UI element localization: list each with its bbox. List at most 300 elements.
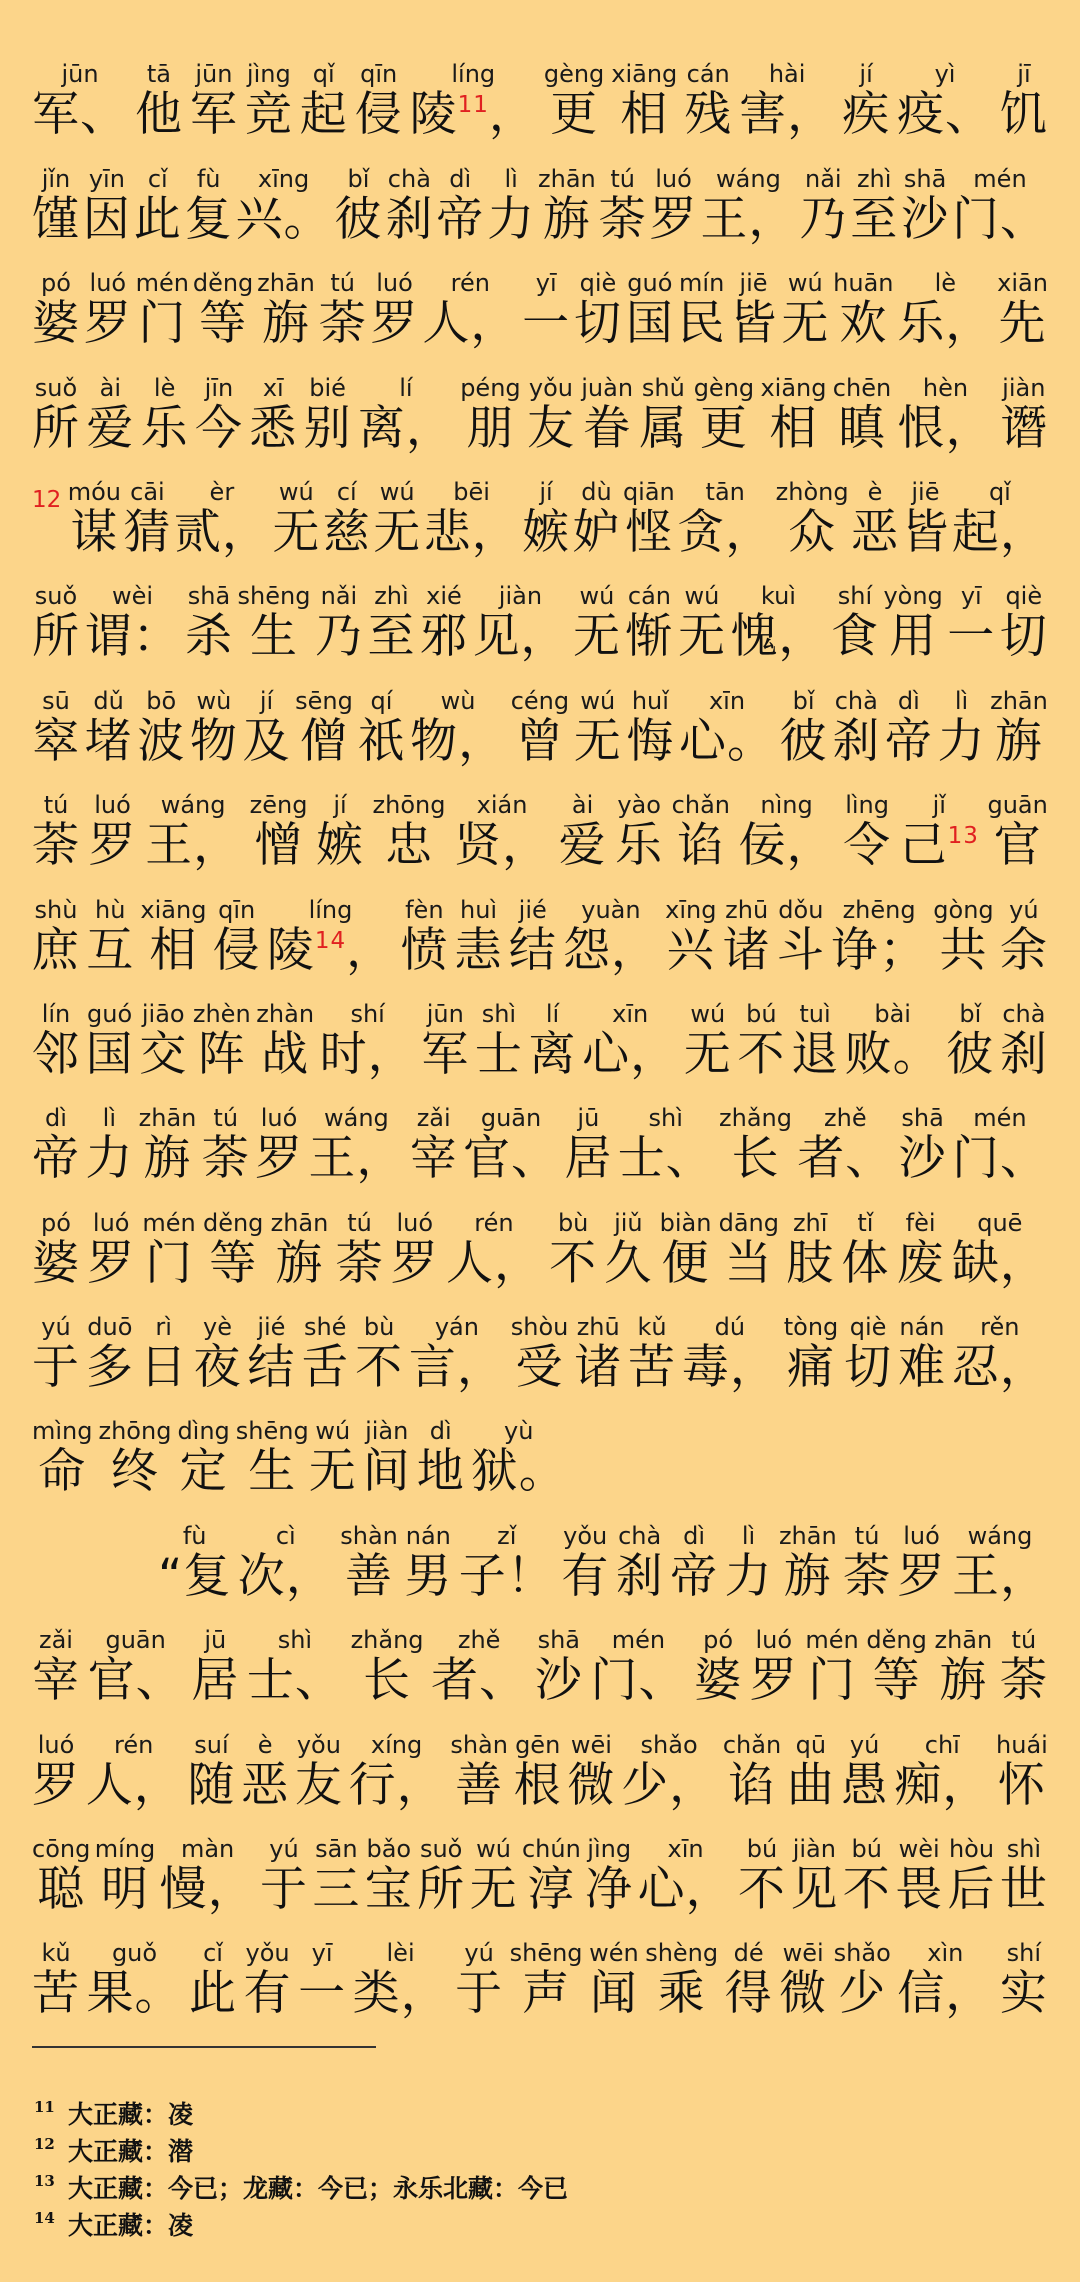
hanzi-text: 谮 [999,400,1048,456]
hanzi-text: 兴 [666,922,715,978]
pinyin: gòng [933,895,994,924]
hanzi-text: 者、 [797,1131,894,1187]
pinyin: qiè [849,1313,887,1342]
hanzi-text: 淳 [527,1862,576,1918]
pinyin: jiǔ [614,1208,643,1237]
pinyin: wú [690,999,726,1028]
pinyin: bǎo [366,1835,412,1864]
hanzi [1000,924,1048,978]
hanzi [661,1237,709,1291]
hanzi [247,1654,343,1708]
hanzi-text: 不 [355,1340,404,1396]
hanzi [417,1445,465,1499]
ruby-unit [574,269,622,351]
ruby-unit [779,1522,837,1604]
pinyin: qū [795,1730,827,1759]
pinyin: péng [460,373,521,402]
hanzi-text: 诸 [722,922,771,978]
ruby-unit [787,1731,835,1813]
hanzi-text: 门、 [951,1131,1048,1187]
ruby-unit [139,1104,197,1186]
hanzi-text: 败。 [844,1026,941,1082]
ruby-unit [68,478,121,560]
hanzi [174,506,270,560]
hanzi-text: 邪 [419,609,468,665]
ruby-unit [257,269,315,351]
ruby-unit [295,687,353,769]
hanzi-text: 间 [362,1444,411,1500]
hanzi [574,1341,622,1395]
pinyin: nǎi [805,164,842,193]
hanzi-text: 根 [513,1757,562,1813]
pinyin: yì [934,60,956,89]
hanzi-text: 力 [487,191,536,247]
hanzi-text: 己 [899,818,948,874]
pinyin: dǒu [778,895,824,924]
hanzi-text: 陵 [409,87,458,143]
ruby-unit [522,269,570,351]
ruby-unit [535,1626,583,1708]
pinyin: dì [429,1417,452,1446]
hanzi [32,715,80,769]
hanzi [901,506,949,560]
hanzi-text: 慢， [159,1862,256,1918]
hanzi-text: 无 [469,1862,518,1918]
ruby-unit [682,1313,778,1395]
hanzi-text: 此 [133,191,182,247]
hanzi-text: 时， [319,1026,416,1082]
hanzi-text: 诸 [574,1340,623,1396]
pinyin: dìng [177,1417,230,1446]
hanzi [255,1132,303,1186]
hanzi [140,1341,188,1395]
ruby-unit [626,687,674,769]
pinyin: duō [87,1313,133,1342]
hanzi-text: 无 [572,609,621,665]
hanzi-text: 荼 [999,1653,1048,1709]
ruby-unit [723,1731,781,1813]
hanzi [1000,1967,1048,2021]
hanzi-text: 旃 [143,1131,192,1187]
ruby-unit [145,791,241,873]
hanzi [355,1341,403,1395]
pinyin: qīn [218,895,256,924]
hanzi-text: 相 [620,87,669,143]
ruby-unit [136,269,189,351]
pinyin: è [867,477,883,506]
ruby-unit [899,1104,947,1186]
hanzi-text: 友 [294,1757,343,1813]
ruby-unit [650,165,698,247]
hanzi-text: 人， [85,1757,182,1813]
ruby-unit [160,1835,256,1917]
hanzi [267,924,394,978]
hanzi [385,193,433,247]
text-line [32,1082,1048,1186]
ruby-unit [843,1522,891,1604]
footnote-text: 大正藏：潜 [68,2137,194,2166]
ruby-unit [247,1313,295,1395]
hanzi-text: 友 [526,400,575,456]
pinyin: jiàn [792,1835,836,1864]
text-line [32,1186,1048,1290]
hanzi [626,715,674,769]
hanzi [241,1759,289,1813]
ruby-unit [1000,896,1048,978]
ruby-unit [750,1626,798,1708]
pinyin: xīn [612,999,649,1028]
hanzi [625,610,673,664]
pinyin: xī [262,373,284,402]
hanzi-text: 慈 [322,504,371,560]
hanzi-text: 皆 [729,296,778,352]
ruby-unit [271,1209,329,1291]
pinyin: jū [204,1626,227,1655]
pinyin: shì [1006,1835,1042,1864]
hanzi-text: 罗 [83,296,132,352]
hanzi-text: 门 [138,296,187,352]
hanzi [471,1445,567,1499]
pinyin: wén [589,1939,639,1968]
hanzi-text: 荼 [843,1548,892,1604]
ruby-unit [623,478,675,560]
hanzi [190,88,238,142]
footnote-marker[interactable]: 12 [32,486,62,513]
ruby-unit [312,1835,360,1917]
ruby-unit [700,165,796,247]
pinyin: bēi [453,477,490,506]
pinyin: zǐ [497,1521,517,1550]
hanzi [628,1341,676,1395]
ruby-unit [900,791,979,873]
ruby-unit [952,478,1048,560]
hanzi-text: 疫、 [897,87,994,143]
pinyin: wú [684,582,720,611]
hanzi-text: 民 [677,296,726,352]
ruby-unit [431,1626,527,1708]
pinyin: dì [683,1521,706,1550]
pinyin: suǒ [34,373,78,402]
pinyin: bú [851,1835,882,1864]
ruby-unit [202,1104,250,1186]
hanzi [948,1863,996,1917]
pinyin: shù [34,895,78,924]
hanzi [141,402,189,456]
hanzi-text: 旃 [275,1235,324,1291]
ruby-unit [86,1731,182,1813]
hanzi [599,193,647,247]
hanzi [678,297,726,351]
pinyin: dù [581,477,612,506]
ruby-unit [585,1835,633,1917]
pinyin: wáng [716,164,781,193]
ruby-unit [894,1731,990,1813]
hanzi [180,1445,228,1499]
pinyin: shā [903,164,947,193]
pinyin: hòu [948,1835,995,1864]
hanzi-text: 堵 [84,713,133,769]
pinyin: xiāng [140,895,207,924]
hanzi-text: 宰 [32,1653,80,1709]
pinyin: jūn [195,60,233,89]
ruby-unit [1000,60,1048,142]
pinyin: líng [451,60,496,89]
pinyin: xīn [708,686,746,715]
pinyin: hèn [922,373,969,402]
hanzi [135,88,183,142]
pinyin: chà [1002,999,1046,1028]
hanzi [729,297,777,351]
hanzi-text: 不 [737,1026,786,1082]
hanzi-text: 残 [684,87,733,143]
hanzi-text: 人， [445,1235,542,1291]
pinyin: jī [1017,60,1031,89]
hanzi-text: 长 [363,1653,412,1709]
ruby-unit [845,1000,941,1082]
ruby-unit [187,1731,235,1813]
ruby-unit [898,1522,946,1604]
hanzi-text: 士 [474,1026,523,1082]
pinyin: tòng [783,1313,839,1342]
pinyin: luó [94,791,131,820]
hanzi-text: 等 [199,296,248,352]
pinyin: zhān [778,1521,837,1550]
hanzi [308,1132,404,1186]
pinyin: lì [741,1521,756,1550]
pinyin: wèi [898,1835,940,1864]
footnotes [34,2098,934,2246]
ruby-unit [1000,1626,1048,1708]
hanzi [320,1028,416,1082]
pinyin: biàn [659,1208,712,1237]
ruby-unit [472,582,568,664]
ruby-unit [355,1313,403,1395]
hanzi-text: 阵 [197,1026,246,1082]
hanzi-text: 复 [184,191,233,247]
pinyin: zhǎng [350,1626,424,1655]
pinyin: huān [833,269,894,298]
hanzi [901,193,949,247]
pinyin: yù [504,1417,534,1446]
pinyin: yī [311,1939,333,1968]
hanzi [367,610,415,664]
ruby-unit [32,1000,80,1082]
ruby-unit [87,1209,135,1291]
footnote-marker[interactable]: 11 [457,92,489,119]
hanzi-text: 居 [564,1131,613,1187]
hanzi-text: 随 [187,1757,236,1813]
ruby-unit [725,1522,773,1604]
ruby-unit [417,1835,465,1917]
hanzi-text: 长 [731,1131,780,1187]
hanzi-text: 受 [515,1340,564,1396]
hanzi-text: 门、 [951,191,1048,247]
pinyin: rěn [980,1313,1020,1342]
ruby-unit [790,1835,838,1917]
hanzi-text: 不 [737,1862,786,1918]
hanzi-text: 帝 [436,191,485,247]
hanzi [677,819,725,873]
pinyin: mén [973,1104,1027,1133]
pinyin: nán [405,1521,451,1550]
ruby-unit [446,1209,542,1291]
ruby-unit [784,1313,839,1395]
pinyin: jū [577,1104,600,1133]
hanzi-text: 惭 [625,609,674,665]
hanzi-text: 微 [567,1757,616,1813]
pinyin: wáng [967,1521,1033,1550]
ruby-unit [298,1939,346,2021]
hanzi-text: 一 [947,609,996,665]
pinyin: chǎn [671,791,730,820]
hanzi-text: 荼 [335,1235,384,1291]
ruby-unit [527,374,575,456]
pinyin: qiè [579,269,617,298]
ruby-unit [363,1417,411,1499]
hanzi [838,1967,886,2021]
pinyin: bǐ [792,686,815,715]
hanzi [404,1550,452,1604]
hanzi [898,1341,946,1395]
hanzi-text: 互 [86,922,135,978]
footnote-marker[interactable]: 13 [947,823,979,850]
ruby-unit [249,374,297,456]
ruby-unit [851,478,899,560]
text-line [32,978,1048,1082]
ruby-unit [32,896,80,978]
pinyin: bù [557,1208,589,1237]
hanzi [248,1445,296,1499]
pinyin: hài [768,60,806,89]
ruby-unit [946,1000,994,1082]
hanzi [312,1863,360,1917]
pinyin: yǒu [296,1730,341,1759]
ruby-unit [567,1731,615,1813]
ruby-unit [373,478,421,560]
hanzi-text: 帝 [884,713,933,769]
hanzi [897,1967,993,2021]
footnote-item [34,2098,934,2135]
footnote-number: 13 [34,2172,55,2190]
ruby-unit [301,1313,349,1395]
hanzi-text: 得 [724,1966,773,2022]
hanzi [658,1967,706,2021]
hanzi [1000,402,1048,456]
ruby-unit [88,1626,184,1708]
hanzi [255,819,303,873]
ruby-unit [638,1835,734,1917]
ruby-unit [514,1731,562,1813]
ruby-unit [797,1104,893,1186]
ruby-unit [898,374,994,456]
hanzi-text: 怀 [997,1757,1046,1813]
ruby-unit [645,1939,718,2021]
hanzi [621,1759,717,1813]
hanzi-text: 缺， [951,1235,1048,1291]
ruby-unit [32,374,80,456]
hanzi-text: 彼 [334,191,383,247]
pinyin: míng [94,1835,156,1864]
hanzi-text: 不 [842,1862,891,1918]
hanzi [723,924,771,978]
hanzi [198,1028,246,1082]
pinyin: hù [94,895,126,924]
pinyin: jiē [911,477,940,506]
hanzi [355,88,403,142]
hanzi-text: 彼 [779,713,828,769]
hanzi [788,506,836,560]
hanzi [790,1863,838,1917]
pinyin: bié [309,373,346,402]
pinyin: tǐ [857,1208,874,1237]
hanzi-text: 军 [421,1026,470,1082]
pinyin: jiàn [365,1417,409,1446]
hanzi [897,88,993,142]
pinyin: màn [180,1835,235,1864]
hanzi-text: 所 [417,1862,466,1918]
pinyin: wēi [570,1730,612,1759]
pinyin: jūn [426,999,464,1028]
ruby-unit [32,269,80,351]
pinyin: zhǎng [719,1104,792,1133]
hanzi-text: 者、 [431,1653,528,1709]
pinyin: sēng [295,686,353,715]
ruby-unit [574,687,622,769]
pinyin: yào [617,791,661,820]
hanzi-text: 嫉 [522,504,571,560]
hanzi [454,819,550,873]
ruby-unit [409,1313,505,1395]
hanzi-text: 悉 [249,400,298,456]
ruby-unit [549,1209,597,1291]
hanzi [247,1341,295,1395]
hanzi-text: 物 [189,713,238,769]
hanzi [373,506,421,560]
pinyin: huǐ [631,686,669,715]
hanzi [309,1445,357,1499]
ruby-unit [193,269,253,351]
pinyin: yú [1009,895,1039,924]
pinyin: jiāo [141,999,185,1028]
ruby-unit [471,1417,567,1499]
pinyin: quē [977,1208,1023,1237]
hanzi [898,1550,946,1604]
pinyin: yǒu [245,1939,290,1968]
hanzi-text: 当 [724,1235,773,1291]
pinyin: tú [43,791,69,820]
hanzi-text: 更 [699,400,748,456]
hanzi-text: 善 [345,1548,394,1604]
ruby-unit [559,791,607,873]
footnote-marker[interactable]: 14 [314,927,347,954]
ruby-unit [95,1835,156,1917]
hanzi [191,1654,239,1708]
pinyin: chún [521,1835,581,1864]
hanzi [895,1863,943,1917]
hanzi [298,1967,346,2021]
hanzi-text: 力 [85,1131,134,1187]
pinyin: jǐ [932,791,946,820]
ruby-unit [538,165,596,247]
pinyin: zhān [270,1208,329,1237]
pinyin: chà [387,164,431,193]
ruby-unit [781,269,829,351]
hanzi-text: 不 [549,1235,598,1291]
pinyin: tú [213,1104,239,1133]
ruby-unit [898,1313,946,1395]
hanzi [839,297,887,351]
hanzi [101,1863,149,1917]
